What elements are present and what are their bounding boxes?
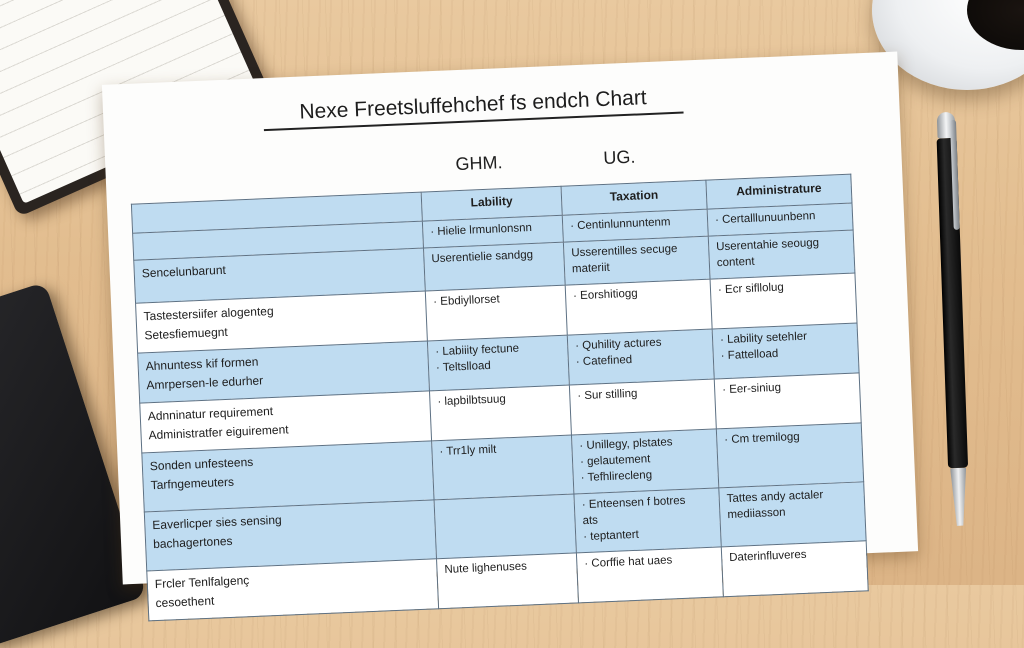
cell-line: Daterinfluveres bbox=[728, 548, 807, 565]
cell-line: Nute lighenuses bbox=[444, 560, 528, 576]
row-label-line: Tarfngemeuters bbox=[150, 474, 235, 493]
table-cell bbox=[710, 273, 857, 329]
row-label-line: Setesfiemuegnt bbox=[144, 324, 229, 343]
table-cell bbox=[576, 547, 723, 603]
cell-line: Tattes andy actaler bbox=[726, 489, 824, 506]
cell-line: · Labiiity fectune bbox=[435, 342, 520, 359]
cell-line: · Trr1ly milt bbox=[439, 443, 497, 459]
row-label-line: Ahnuntess kif formen bbox=[145, 354, 259, 374]
row-label-line: Sonden unfesteens bbox=[149, 454, 254, 474]
coffee-surface bbox=[967, 0, 1024, 50]
table-cell bbox=[427, 335, 569, 391]
cell-line: · Unillegy, plstates bbox=[579, 436, 673, 453]
cell-line: · Tefhlirecleng bbox=[580, 469, 653, 485]
cell-line: Usserentilles secuge bbox=[571, 242, 678, 260]
group-label-ug: UG. bbox=[602, 146, 636, 168]
table-cell bbox=[434, 494, 576, 559]
table-cell bbox=[721, 541, 868, 597]
cell-line: · Teltslload bbox=[435, 359, 492, 375]
cell-line: mediiasson bbox=[727, 506, 786, 522]
cell-line: · teptantert bbox=[582, 528, 640, 544]
cell-line: · Corffie hat uaes bbox=[584, 554, 673, 571]
chart-sheet bbox=[102, 52, 918, 611]
table-cell bbox=[425, 285, 567, 341]
cell-line: · gelautement bbox=[579, 453, 651, 469]
table-cell bbox=[437, 553, 579, 609]
row-label-cell bbox=[147, 559, 439, 621]
table-cell bbox=[708, 230, 855, 279]
cell-line: ats bbox=[582, 514, 599, 528]
cell-line: · lapbilbtsuug bbox=[437, 393, 507, 409]
cell-line: · Lability setehler bbox=[719, 330, 808, 347]
table-body bbox=[133, 203, 869, 621]
table-cell bbox=[714, 373, 861, 429]
table-cell bbox=[423, 242, 565, 291]
column-header: Taxation bbox=[561, 180, 707, 215]
cell-line: · Catefined bbox=[575, 353, 633, 369]
table-cell bbox=[571, 429, 718, 494]
table-cell bbox=[712, 323, 859, 379]
row-label-line: Sencelunbarunt bbox=[141, 262, 227, 281]
row-label-line: Tastestersiifer alogenteg bbox=[143, 303, 274, 324]
cell-line: · Hielie lrmunlonsnn bbox=[430, 222, 533, 239]
table-cell bbox=[716, 423, 863, 488]
row-label-line: Amrpersen-le edurher bbox=[146, 373, 264, 393]
sheet-title: Nexe Freetsluffehchef fs endch Chart bbox=[263, 85, 684, 132]
cell-line: · Certalllunuunbenn bbox=[714, 210, 816, 227]
row-label-line: Administratfer eiguirement bbox=[148, 422, 289, 443]
pen-tip bbox=[950, 468, 968, 527]
cell-line: · Enteensen f botres bbox=[581, 494, 686, 512]
cell-line: · Centinlunnuntenm bbox=[569, 216, 671, 233]
cell-line: · Fattelload bbox=[720, 347, 779, 363]
table-cell bbox=[719, 482, 866, 547]
table-cell bbox=[569, 379, 716, 435]
table-cell bbox=[565, 279, 712, 335]
table-cell bbox=[567, 329, 714, 385]
cell-line: · Ecr sifllolug bbox=[717, 281, 785, 297]
cell-line: · Eer-siniug bbox=[721, 381, 782, 397]
table-cell bbox=[574, 488, 721, 553]
table-cell bbox=[429, 385, 571, 441]
column-header: Administrature bbox=[706, 174, 852, 209]
row-label-line: Eaverlicper sies sensing bbox=[152, 512, 282, 533]
cell-line: · Ebdiyllorset bbox=[433, 293, 500, 309]
chart-table bbox=[131, 174, 869, 622]
row-label-line: cesoethent bbox=[155, 593, 215, 611]
cell-line: · Eorshitiogg bbox=[572, 287, 638, 303]
cell-line: Userentielie sandgg bbox=[431, 248, 534, 266]
cell-line: · Quhility actures bbox=[574, 336, 662, 353]
table-cell bbox=[563, 236, 710, 285]
row-label-line: Frcler Tenlfalgenç bbox=[154, 573, 250, 592]
cell-line: · Cm tremilogg bbox=[724, 430, 800, 447]
row-label-line: Adnninatur requirement bbox=[147, 404, 274, 424]
cell-line: materiit bbox=[571, 261, 610, 276]
row-label-line: bachagertones bbox=[152, 533, 233, 552]
cell-line: content bbox=[716, 255, 755, 270]
ballpoint-pen bbox=[933, 112, 974, 533]
cell-line: · Sur stilling bbox=[577, 387, 638, 403]
cell-line: Userentahie seougg bbox=[715, 236, 820, 254]
group-label-ghm: GHM. bbox=[455, 152, 503, 175]
cell-line bbox=[442, 500, 567, 505]
column-header: Lability bbox=[421, 186, 562, 221]
table-cell bbox=[432, 435, 574, 500]
